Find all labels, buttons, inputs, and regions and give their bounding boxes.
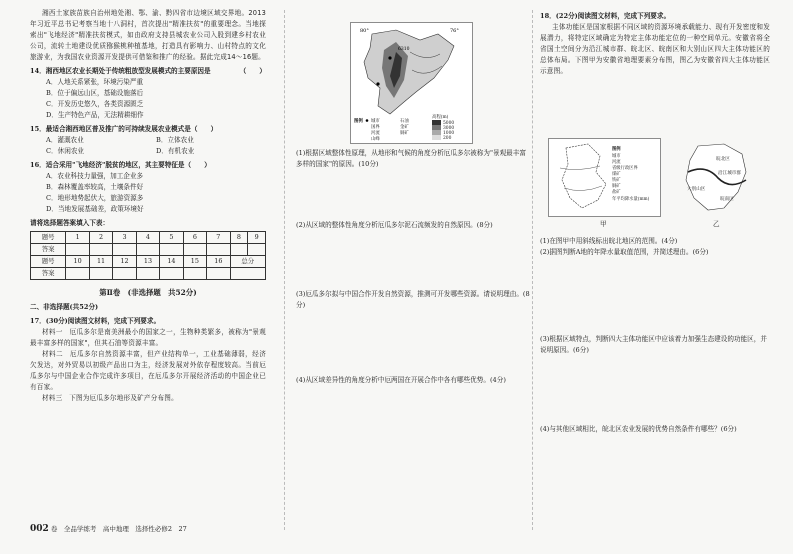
legend-item: 城市 <box>371 119 380 124</box>
region-label: 皖南区 <box>720 197 734 202</box>
lon-label: 80° <box>360 28 369 34</box>
table-cell: 7 <box>207 232 230 244</box>
elevation-value: 1000 <box>443 131 455 136</box>
legend-elevation-title: 高程(m) <box>432 115 449 120</box>
answer-cell[interactable] <box>183 244 206 256</box>
q15-options <box>30 135 266 157</box>
legend-item: 金矿 <box>400 125 409 130</box>
question-16: 16．适合采用"飞地经济"脱贫的地区，其主要特征是（ ） <box>30 161 211 169</box>
column-middle <box>296 8 532 386</box>
table-row <box>31 256 266 268</box>
q17-part4: (4)从区域差异性的角度分析中厄两国在开展合作中各有哪些优势。(4分) <box>296 376 506 384</box>
answer-paren: （ ） <box>239 67 266 75</box>
answer-cell[interactable] <box>89 244 112 256</box>
region-label: 大别山区 <box>687 187 706 192</box>
table-cell: 总分 <box>230 256 265 268</box>
option: D．有机农业 <box>156 147 195 155</box>
column-left <box>30 8 266 404</box>
section-title: 第Ⅱ卷 (非选择题 共52分) <box>99 288 197 297</box>
table-cell: 2 <box>89 232 112 244</box>
question-17: 17．(30分)阅读图文材料，完成下列要求。 <box>30 317 161 325</box>
legend-item: 河流 <box>612 160 621 165</box>
material-2: 材料二 厄瓜多尔自然资源丰富，但产业结构单一，工业基础薄弱，经济欠发达，对外贸易以初级产品出口为主，经济发展对外依存程度较高。当前厄瓜多尔与中国企业合作完成许多项目，在厄瓜多尔开展经济活动的中国企业已有百家。 <box>30 350 266 391</box>
table-cell: 5 <box>160 232 183 244</box>
map-label: 甲 <box>600 220 607 228</box>
column-right-questions <box>540 236 770 435</box>
answer-cell[interactable] <box>113 268 136 280</box>
table-cell: 答案 <box>31 244 66 256</box>
elevation-value: 200 <box>443 136 452 141</box>
answer-cell[interactable] <box>136 244 159 256</box>
legend-item: 河流 <box>371 131 380 136</box>
table-cell: 8 <box>230 232 248 244</box>
option: B．森林覆盖率较高，土壤条件好 <box>46 183 144 191</box>
answer-table-title: 请将选择题答案填入下表： <box>30 219 110 227</box>
table-cell: 12 <box>113 256 136 268</box>
question-14 <box>30 66 266 77</box>
option: C．开发历史悠久，各类资源匮乏 <box>46 100 144 108</box>
page-number: 002 <box>30 524 49 534</box>
option: D．生产特色产品，无法精耕细作 <box>46 111 144 119</box>
legend-item: 省级行政区界 <box>612 166 638 171</box>
table-cell: 答案 <box>31 268 66 280</box>
answer-cell[interactable] <box>248 244 266 256</box>
option: A．灌溉农业 <box>46 136 84 144</box>
elevation-value: 3000 <box>443 126 455 131</box>
q17-part3: (3)厄瓜多尔拟与中国合作开发自然资源，推测可开发哪些资源。请说明理由。(8分) <box>296 290 530 309</box>
region-label: 皖北区 <box>716 157 730 162</box>
answer-cell[interactable] <box>207 244 230 256</box>
question-18: 18．(22分)阅读图文材料，完成下列要求。 <box>540 12 671 20</box>
material-3: 材料三 下图为厄瓜多尔地形及矿产分布图。 <box>42 394 178 402</box>
q18-part4: (4)与其他区域相比，皖北区农业发展的优势自然条件有哪些？(6分) <box>540 425 737 433</box>
answer-cell[interactable] <box>230 244 248 256</box>
q18-passage: 主体功能区是国家根据不同区域的资源环境承载能力、现有开发密度和发展潜力，将特定区域确定为特定主体功能定位的一种空间单元。安徽省将全省国土空间分为沿江城市群、皖北区、皖南区和大别山区四大主体功能区的总体布局。下图甲为安徽省地理要素分布图，图乙为安徽省四大主体功能区示意图。 <box>540 23 770 75</box>
table-row <box>31 232 266 244</box>
answer-cell[interactable] <box>160 244 183 256</box>
table-cell: 6 <box>183 232 206 244</box>
q17-part1: (1)根据区域整体性原理，从地形和气候的角度分析厄瓜多尔被称为"景观最丰富多样的国家"的原因。(10分) <box>296 149 526 168</box>
intro-passage: 湘西土家族苗族自治州地处湘、鄂、渝、黔四省市边境区域交界地。2013年习近平总书记考察当地十八洞村，首次提出"精准扶贫"的重要理念。当地探索出"飞地经济"精准扶贫模式，如由政府支持县城农业公司入股到建乡村农业公司，流转土地建设优质猕猴桃种植基地，打造具有影响力、山村特点的文化旅游业，为我国农业资源开发提供可借鉴和推广的经验。据此完成14～16题。 <box>30 9 266 61</box>
table-cell: 13 <box>136 256 159 268</box>
table-cell: 16 <box>207 256 230 268</box>
table-cell: 9 <box>248 232 266 244</box>
table-cell: 11 <box>89 256 112 268</box>
legend-item: 城市 <box>612 154 621 159</box>
elevation-value: 5000 <box>443 121 455 126</box>
region-label: 沿江城市群 <box>718 171 741 176</box>
table-cell: 15 <box>183 256 206 268</box>
part-title: 二、非选择题(共52分) <box>30 303 99 311</box>
table-cell: 4 <box>136 232 159 244</box>
q18-part3: (3)根据区域特点，判断四大主体功能区中应该着力加强生态建设的功能区，并说明原因。(6分) <box>540 335 767 354</box>
option: D．当地发展基础差，政策环境好 <box>46 205 144 213</box>
q18-part2: (2)据图判断A地的年降水量取值范围，并简述理由。(6分) <box>540 248 709 256</box>
q14-options <box>30 77 266 121</box>
legend-item: 盐矿 <box>612 190 621 195</box>
question-14-text: 14．湘西地区农业长期处于传统粗放型发展模式的主要原因是 <box>30 67 211 75</box>
q18-part1: (1)在图甲中用斜线标出皖北地区的范围。(4分) <box>540 237 678 245</box>
peak-label: 6310 <box>398 47 410 52</box>
legend-title: 图例 <box>612 147 621 152</box>
legend-item: 年平均降水量(mm) <box>612 197 650 202</box>
answer-cell[interactable] <box>89 268 112 280</box>
legend-item: 铜矿 <box>400 131 409 136</box>
table-row <box>31 268 266 280</box>
table-cell: 1 <box>66 232 89 244</box>
option: C．地形地势起伏大，旅游资源多 <box>46 194 144 202</box>
lon-label: 76° <box>450 28 459 34</box>
anhui-maps <box>548 138 764 228</box>
column-divider <box>284 10 285 530</box>
map-label: 乙 <box>713 220 720 228</box>
question-15: 15．最适合湘西地区普及推广的可持续发展农业模式是（ ） <box>30 125 218 133</box>
page-footer <box>30 524 187 534</box>
answer-cell[interactable] <box>113 244 136 256</box>
answer-cell[interactable] <box>183 268 206 280</box>
answer-table <box>30 231 266 280</box>
material-1: 材料一 厄瓜多尔是南美洲最小的国家之一，生物种类繁多，被称为"景观最丰富多样的国家"，但其石油等资源丰富。 <box>30 328 266 347</box>
option: C．休闲农业 <box>46 147 85 155</box>
table-cell: 3 <box>113 232 136 244</box>
q17-part2: (2)从区域的整体性角度分析厄瓜多尔泥石流频发的自然原因。(8分) <box>296 221 493 229</box>
q16-options <box>30 171 266 215</box>
footer-text: 卷 全品学练考 高中地理 选择性必修2 27 <box>50 525 187 533</box>
legend-item: 山峰 <box>371 137 380 142</box>
table-cell: 14 <box>160 256 183 268</box>
answer-cell[interactable] <box>207 268 230 280</box>
answer-cell[interactable] <box>66 268 89 280</box>
legend-title: 图例 <box>354 119 363 124</box>
legend-item: 石油 <box>400 119 409 124</box>
table-row <box>31 244 266 256</box>
table-cell: 题号 <box>31 232 66 244</box>
legend-item: 国界 <box>371 125 380 130</box>
option: B．位于偏远山区，基础设施落后 <box>46 89 144 97</box>
answer-cell[interactable] <box>136 268 159 280</box>
column-right <box>540 8 770 77</box>
answer-cell[interactable] <box>230 268 265 280</box>
legend-item: 铁矿 <box>612 178 621 183</box>
table-cell: 题号 <box>31 256 66 268</box>
legend-item: 铜矿 <box>612 184 621 189</box>
option: B．立体农业 <box>156 136 194 144</box>
option: A．农业科技力量强，加工企业多 <box>46 172 144 180</box>
column-divider <box>532 10 533 530</box>
option: A．人地关系紧张，环境污染严重 <box>46 78 144 86</box>
table-cell: 10 <box>66 256 89 268</box>
legend-item: 煤矿 <box>612 172 621 177</box>
answer-cell[interactable] <box>66 244 89 256</box>
answer-cell[interactable] <box>160 268 183 280</box>
